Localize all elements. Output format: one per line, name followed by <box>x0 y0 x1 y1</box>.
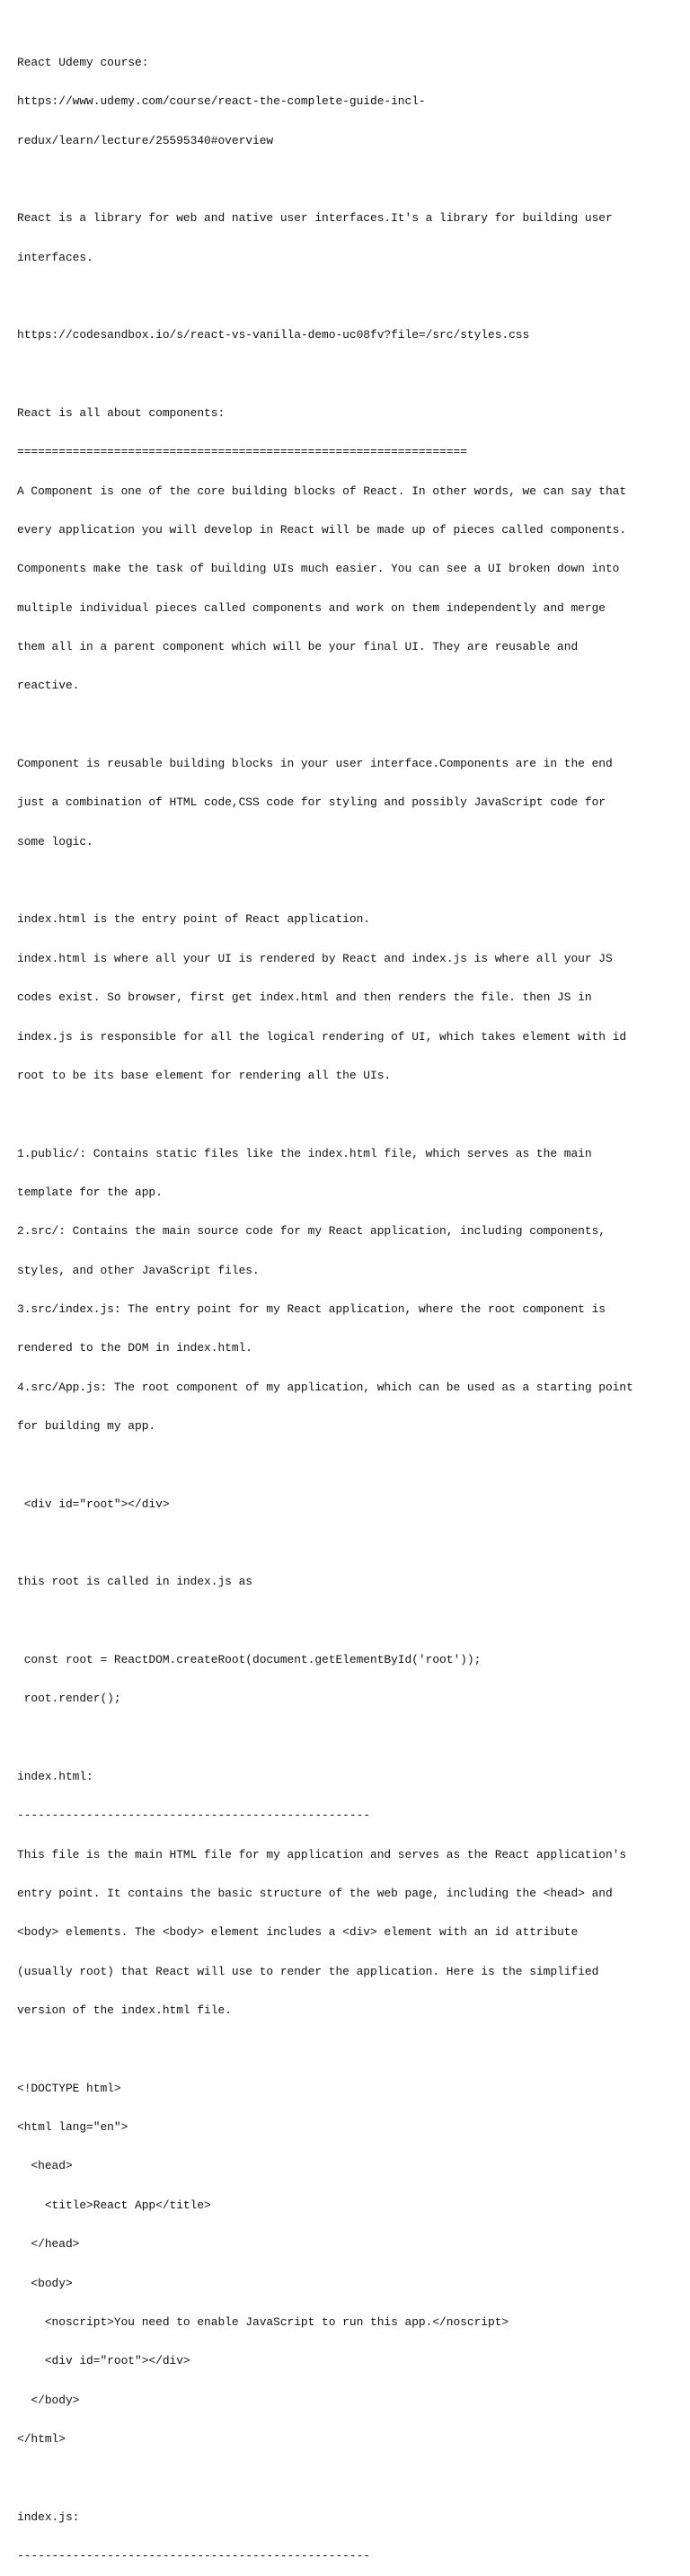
text-line: <!DOCTYPE html> <box>17 2081 121 2095</box>
text-line: <noscript>You need to enable JavaScript to run this app.</noscript> <box>17 2314 509 2329</box>
text-line <box>17 1459 682 1471</box>
text-line: styles, and other JavaScript files. <box>17 1263 260 1277</box>
text-line: index.html is where all your UI is rendered by React and index.js is where all your JS <box>17 951 613 965</box>
text-line <box>17 173 682 186</box>
text-line: ================================================================= <box>17 445 467 459</box>
text-line: Components make the task of building UIs much easier. You can see a UI broken down into <box>17 562 620 576</box>
text-line: redux/learn/lecture/25595340#overview <box>17 133 274 147</box>
text-line: --------------------------------------------------- <box>17 1808 370 1823</box>
text-line: A Component is one of the core building blocks of React. In other words, we can say that <box>17 484 627 498</box>
text-line: </html> <box>17 2431 66 2446</box>
text-line: for building my app. <box>17 1418 156 1433</box>
text-line <box>17 1615 682 1628</box>
text-line: codes exist. So browser, first get index.html and then renders the file. then JS in <box>17 990 592 1005</box>
text-line: some logic. <box>17 834 93 848</box>
text-line: them all in a parent component which will be your final UI. They are reusable and <box>17 640 579 654</box>
document-text <box>17 31 682 2576</box>
text-line: React is all about components: <box>17 406 226 420</box>
text-line: root to be its base element for rendering all the UIs. <box>17 1068 392 1082</box>
text-line <box>17 1732 682 1745</box>
text-line: entry point. It contains the basic structure of the web page, including the <head> and <box>17 1887 613 1901</box>
text-line: 3.src/index.js: The entry point for my React application, where the root component is <box>17 1301 606 1316</box>
text-line <box>17 290 682 303</box>
text-line: https://codesandbox.io/s/react-vs-vanilla-demo-uc08fv?file=/src/styles.css <box>17 328 530 342</box>
text-line <box>17 1108 682 1121</box>
text-line <box>17 875 682 887</box>
text-line: index.js is responsible for all the logical rendering of UI, which takes element with id <box>17 1029 627 1044</box>
text-line: https://www.udemy.com/course/react-the-complete-guide-incl- <box>17 94 426 109</box>
text-line: <body> <box>17 2276 73 2290</box>
text-line: multiple individual pieces called components and work on them independently and merge <box>17 600 606 615</box>
text-line <box>17 719 682 732</box>
text-line: index.js: <box>17 2509 80 2524</box>
text-line: template for the app. <box>17 1185 163 1199</box>
text-line: reactive. <box>17 679 80 693</box>
text-line: just a combination of HTML code,CSS code for styling and possibly JavaScript code for <box>17 795 606 810</box>
text-line: <title>React App</title> <box>17 2198 211 2212</box>
text-line: rendered to the DOM in index.html. <box>17 1341 252 1355</box>
text-line: const root = ReactDOM.createRoot(document.getElementById('root')); <box>17 1653 482 1666</box>
text-line <box>17 2043 682 2056</box>
text-line: <html lang="en"> <box>17 2120 128 2135</box>
text-line: <div id="root"></div> <box>17 1497 170 1511</box>
text-line: every application you will develop in React will be made up of pieces called components. <box>17 523 627 537</box>
text-line: This file is the main HTML file for my application and serves as the React application's <box>17 1847 627 1861</box>
text-line <box>17 369 682 381</box>
text-line <box>17 2472 682 2484</box>
text-line: <div id="root"></div> <box>17 2354 190 2368</box>
text-line: </head> <box>17 2237 80 2252</box>
text-line: (usually root) that React will use to render the application. Here is the simplified <box>17 1964 599 1978</box>
text-line: 4.src/App.js: The root component of my application, which can be used as a starting point <box>17 1380 633 1394</box>
text-line: <head> <box>17 2159 73 2173</box>
text-line: index.html: <box>17 1770 93 1784</box>
text-line: Component is reusable building blocks in your user interface.Components are in the end <box>17 757 613 771</box>
text-line: React is a library for web and native user interfaces.It's a library for building user <box>17 211 613 226</box>
text-line: 2.src/: Contains the main source code for my React application, including components, <box>17 1224 606 1239</box>
text-line: index.html is the entry point of React application. <box>17 912 370 927</box>
text-line: <body> elements. The <body> element includes a <div> element with an id attribute <box>17 1925 579 1940</box>
text-line: root.render(); <box>17 1692 121 1706</box>
text-line: this root is called in index.js as <box>17 1575 252 1589</box>
text-line: </body> <box>17 2393 80 2407</box>
text-line: 1.public/: Contains static files like the index.html file, which serves as the main <box>17 1146 592 1160</box>
text-line: React Udemy course: <box>17 55 149 69</box>
text-line <box>17 1537 682 1550</box>
text-line: interfaces. <box>17 250 93 264</box>
text-line: version of the index.html file. <box>17 2003 232 2018</box>
text-line: --------------------------------------------------- <box>17 2548 370 2563</box>
